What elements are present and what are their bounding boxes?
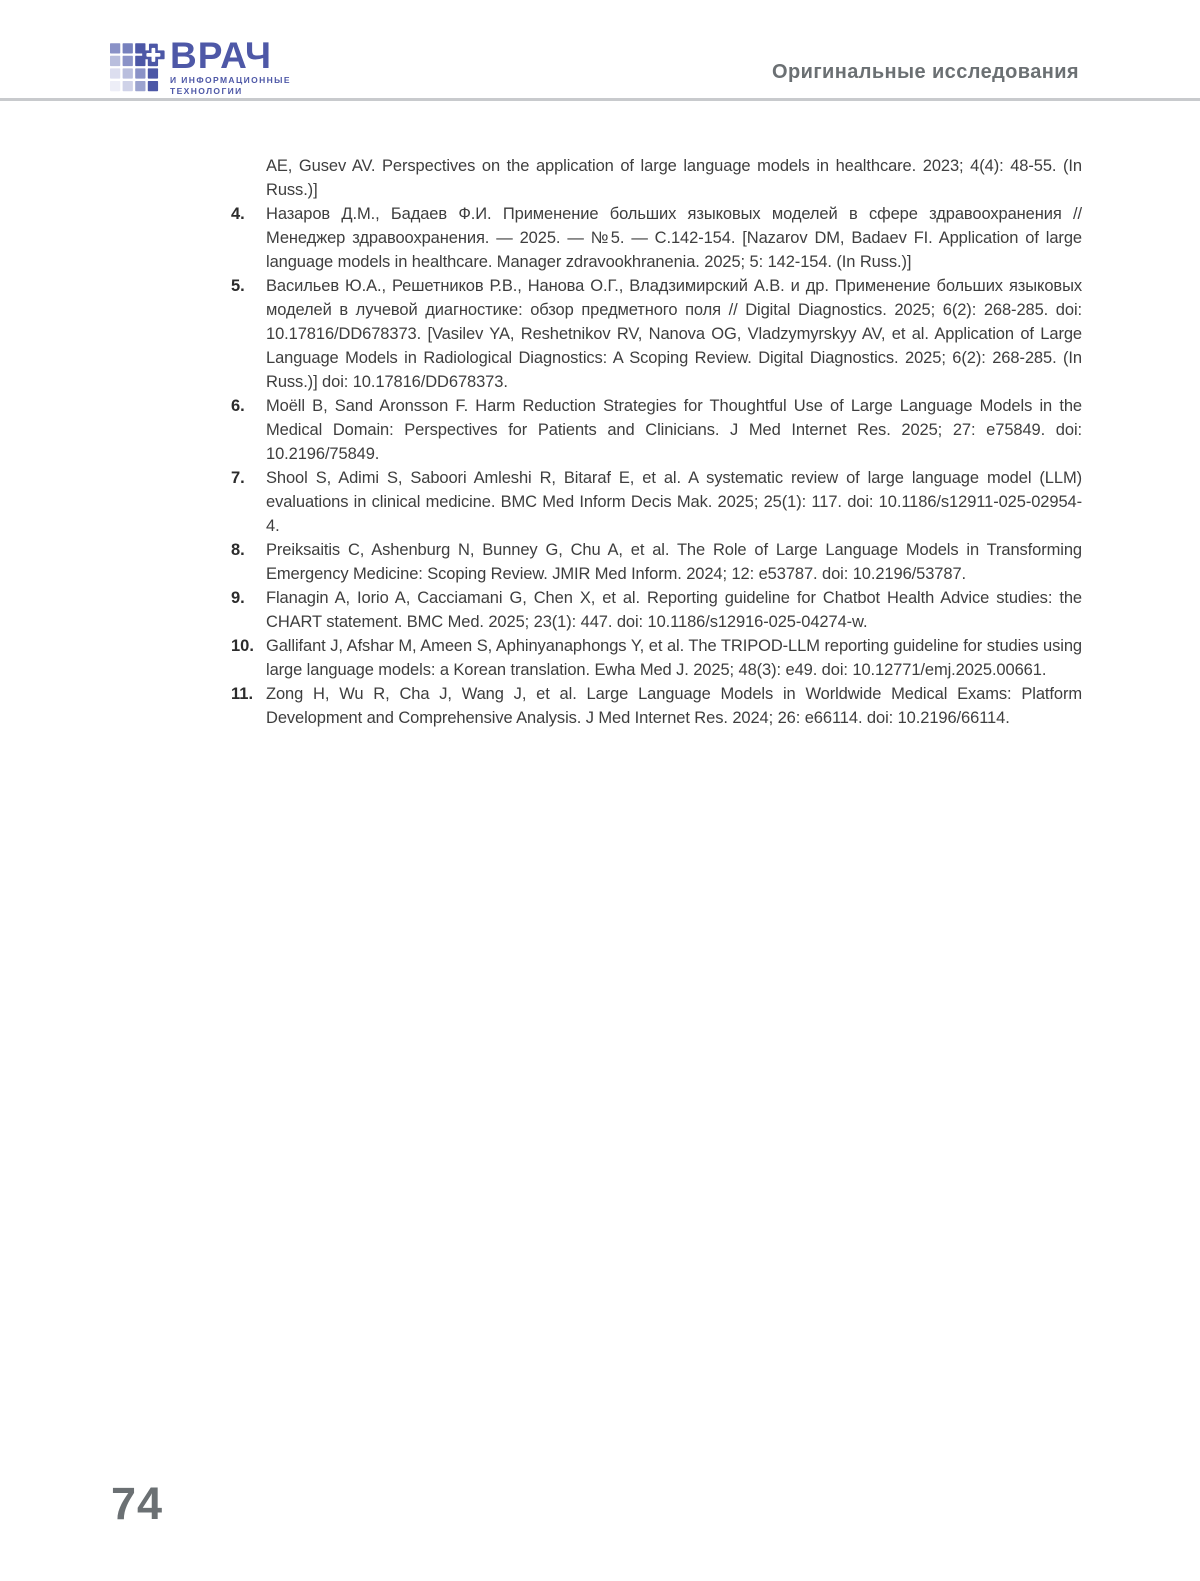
reference-item bbox=[231, 538, 1082, 586]
logo-subtitle-line2: ТЕХНОЛОГИИ bbox=[170, 85, 243, 96]
page-header bbox=[0, 0, 1200, 101]
reference-item bbox=[231, 466, 1082, 538]
reference-text: Zong H, Wu R, Cha J, Wang J, et al. Large Language Models in Worldwide Medical Exams: Platform Development and Comprehensive Analysis. J Med Internet Res. 2024; 26: e66114. doi: 10.2196/66114. bbox=[266, 685, 1082, 727]
reference-number: 8. bbox=[231, 541, 245, 559]
journal-logo bbox=[110, 35, 291, 96]
reference-number: 7. bbox=[231, 469, 245, 487]
reference-text: Moëll B, Sand Aronsson F. Harm Reduction Strategies for Thoughtful Use of Large Language Models in the Medical Domain: Perspectives for Patients and Clinicians. J Med Internet Res. 2025; 27: e75849. doi: 10.2196/75849. bbox=[266, 397, 1082, 463]
reference-text: Васильев Ю.А., Решетников Р.В., Нанова О.Г., Владзимирский А.В. и др. Применение больших языковых моделей в лучевой диагностике: обзор предметного поля // Digital Diagnostics. 2025; 6(2): 268-285. doi: 10.17816/DD678373. [Vasilev YA, Reshetnikov RV, Nanova OG, Vladzymyrskyy AV, et al. Application of Large Language Models in Radiological Diagnostics: A Scoping Review. Digital Diagnostics. 2025; 6(2): 268-285. (In Russ.)] doi: 10.17816/DD678373. bbox=[266, 277, 1082, 391]
reference-number: 9. bbox=[231, 589, 245, 607]
page-number: 74 bbox=[111, 1478, 164, 1529]
logo-mark-svg bbox=[110, 40, 166, 94]
reference-text: AE, Gusev AV. Perspectives on the application of large language models in healthcare. 2023; 4(4): 48-55. (In Russ.)] bbox=[266, 157, 1082, 199]
reference-text: Flanagin A, Iorio A, Cacciamani G, Chen X, et al. Reporting guideline for Chatbot Health Advice studies: the CHART statement. BMC Med. 2025; 23(1): 447. doi: 10.1186/s12916-025-04274-w. bbox=[266, 589, 1082, 631]
reference-item bbox=[231, 154, 1082, 202]
logo-subtitle bbox=[170, 75, 291, 96]
reference-number: 10. bbox=[231, 637, 254, 655]
logo-title: ВРАЧ bbox=[170, 35, 273, 76]
reference-item bbox=[231, 202, 1082, 274]
logo-text bbox=[170, 35, 291, 96]
reference-text: Shool S, Adimi S, Saboori Amleshi R, Bitaraf E, et al. A systematic review of large language model (LLM) evaluations in clinical medicine. BMC Med Inform Decis Mak. 2025; 25(1): 117. doi: 10.1186/s12911-025-02954-4. bbox=[266, 469, 1082, 535]
references-list bbox=[231, 154, 1082, 730]
reference-text: Preiksaitis C, Ashenburg N, Bunney G, Chu A, et al. The Role of Large Language Models in Transforming Emergency Medicine: Scoping Review. JMIR Med Inform. 2024; 12: e53787. doi: 10.2196/53787. bbox=[266, 541, 1082, 583]
reference-text: Gallifant J, Afshar M, Ameen S, Aphinyanaphongs Y, et al. The TRIPOD-LLM reporting guideline for studies using large language models: a Korean translation. Ewha Med J. 2025; 48(3): e49. doi: 10.12771/emj.2025.00661. bbox=[266, 637, 1082, 679]
mosaic-grid-with-medical-cross-icon bbox=[110, 40, 166, 94]
reference-item bbox=[231, 274, 1082, 394]
reference-number: 11. bbox=[231, 685, 254, 703]
reference-text: Назаров Д.М., Бадаев Ф.И. Применение больших языковых моделей в сфере здравоохранения // Менеджер здравоохранения. — 2025. — №5. — С.142-154. [Nazarov DM, Badaev FI. Application of large language models in healthcare. Manager zdravookhranenia. 2025; 5: 142-154. (In Russ.)] bbox=[266, 205, 1082, 271]
reference-number: 5. bbox=[231, 277, 245, 295]
reference-item bbox=[231, 682, 1082, 730]
reference-number: 4. bbox=[231, 205, 245, 223]
reference-item bbox=[231, 394, 1082, 466]
section-label: Оригинальные исследования bbox=[772, 61, 1079, 83]
reference-item bbox=[231, 634, 1082, 682]
logo-subtitle-line1: И ИНФОРМАЦИОННЫЕ bbox=[170, 75, 291, 85]
reference-item bbox=[231, 586, 1082, 634]
reference-number: 6. bbox=[231, 397, 245, 415]
